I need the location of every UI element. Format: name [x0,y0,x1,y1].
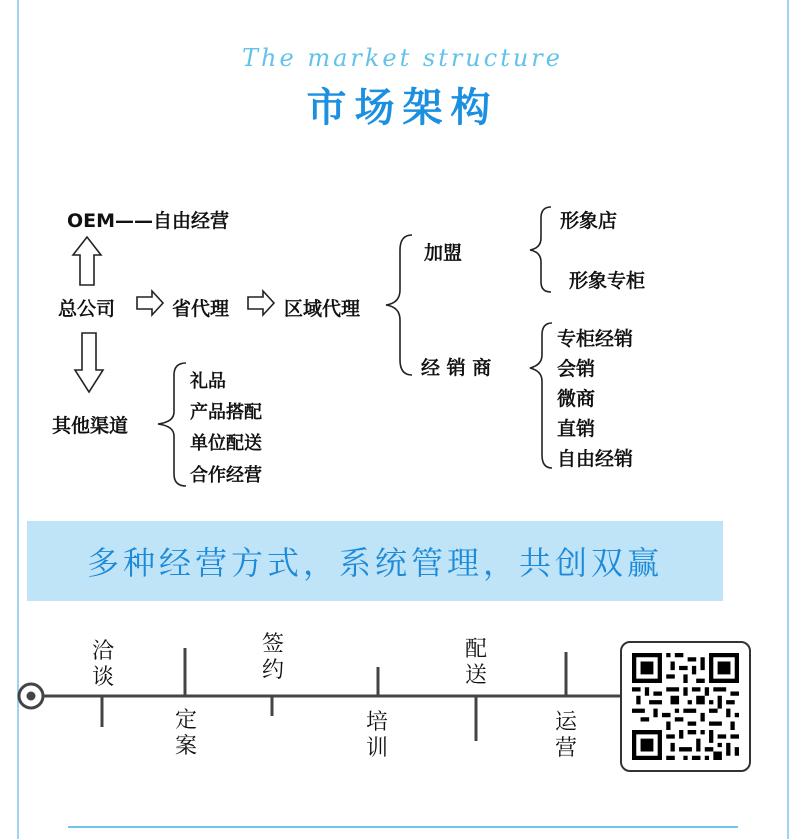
other-item: 单位配送 [190,433,262,454]
process-step: 配 送 [464,637,487,688]
other-item: 产品搭配 [190,402,262,423]
process-step: 签 约 [261,632,284,683]
brace-regional [386,235,412,375]
slogan-banner [27,521,723,601]
brace-other [158,363,186,486]
distributor-item: 自由经销 [557,448,634,470]
other-channels-label: 其他渠道 [52,415,129,437]
right-arrow-icon [137,291,163,315]
franchise-label: 加盟 [424,242,463,264]
franchise-item: 形象店 [560,210,618,232]
page-title: 市场架构 [306,85,499,131]
franchise-item: 形象专柜 [569,270,646,292]
province-agent-label: 省代理 [172,298,230,320]
slogan-text: 多种经营方式，系统管理，共创双赢 [86,544,663,582]
page-subtitle: The market structure [242,44,563,72]
process-step: 培 训 [365,710,388,761]
distributor-item: 会销 [557,358,596,380]
company-label: 总公司 [58,298,116,320]
process-step: 洽 谈 [91,639,114,690]
oem-label: OEM——自由经营 [67,210,230,232]
distributor-label: 经 销 商 [421,357,492,379]
timeline-start-icon [19,684,43,708]
up-arrow-icon [73,237,101,285]
qr-code-icon [632,653,739,760]
process-step: 运 营 [554,710,577,761]
distributor-item: 专柜经销 [557,328,634,350]
bottom-divider [68,826,738,828]
distributor-item: 微商 [557,388,596,410]
brace-franchise [530,207,551,292]
qr-code [620,641,751,772]
down-arrow-icon [75,333,103,392]
process-step: 定 案 [174,708,197,759]
other-item: 礼品 [190,371,226,392]
distributor-item: 直销 [557,418,596,440]
other-item: 合作经营 [190,465,262,486]
regional-agent-label: 区域代理 [284,298,361,320]
brace-distributor [530,323,552,468]
right-arrow-icon [248,291,274,315]
